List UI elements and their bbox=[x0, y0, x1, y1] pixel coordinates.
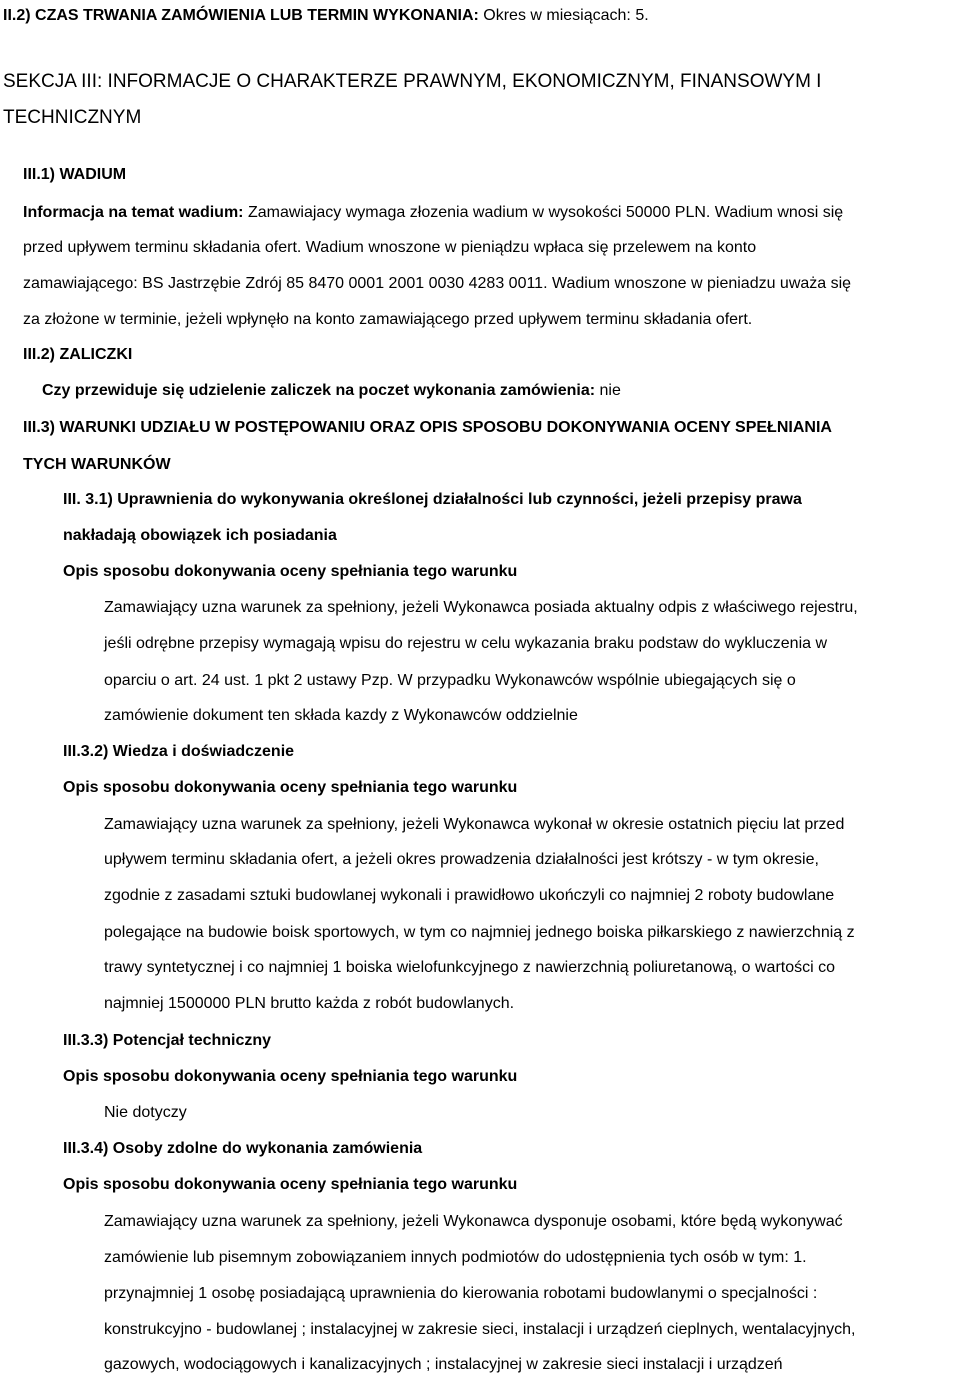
warunek-1-text1: Zamawiający uzna warunek za spełniony, jeżeli Wykonawca posiada aktualny odpis z właściwego rejestru, bbox=[104, 599, 858, 616]
zaliczki-line bbox=[42, 381, 621, 401]
zaliczki-heading: III.2) ZALICZKI bbox=[23, 346, 133, 363]
warunek-2-text3: zgodnie z zasadami sztuki budowlanej wykonali i prawidłowo ukończyli co najmniej 2 roboty budowlane bbox=[104, 887, 835, 904]
wadium-text1: Zamawiajacy wymaga złozenia wadium w wysokości 50000 PLN. Wadium wnosi się bbox=[243, 204, 844, 221]
warunek-1-title-line1: III. 3.1) Uprawnienia do wykonywania określonej działalności lub czynności, jeżeli przepisy prawa bbox=[63, 491, 802, 508]
wadium-line1 bbox=[23, 203, 843, 223]
warunki-heading-line1: III.3) WARUNKI UDZIAŁU W POSTĘPOWANIU ORAZ OPIS SPOSOBU DOKONYWANIA OCENY SPEŁNIANIA bbox=[23, 419, 832, 436]
warunek-2-title: III.3.2) Wiedza i doświadczenie bbox=[63, 743, 295, 760]
wadium-line2: przed upływem terminu składania ofert. Wadium wnoszone w pieniądzu wpłaca się przelewem na konto bbox=[23, 239, 757, 256]
warunek-2-text5: trawy syntetycznej i co najmniej 1 boiska wielofunkcyjnego z nawierzchnią poliuretanową, o wartości co bbox=[104, 959, 836, 976]
section-iii-title-line2: TECHNICZNYM bbox=[3, 107, 142, 128]
zaliczki-question: Czy przewiduje się udzielenie zaliczek na poczet wykonania zamówienia: bbox=[42, 382, 596, 399]
warunek-4-text5: gazowych, wodociągowych i kanalizacyjnych ; instalacyjnej w zakresie sieci instalacji i urządzeń bbox=[104, 1356, 783, 1373]
wadium-heading: III.1) WADIUM bbox=[23, 166, 127, 183]
warunek-1-text2: jeśli odrębne przepisy wymagają wpisu do rejestru w celu wykazania braku podstaw do wykluczenia w bbox=[104, 635, 828, 652]
warunek-1-opis: Opis sposobu dokonywania oceny spełniania tego warunku bbox=[63, 563, 518, 580]
warunek-4-text1: Zamawiający uzna warunek za spełniony, jeżeli Wykonawca dysponuje osobami, które będą wykonywać bbox=[104, 1213, 843, 1230]
warunek-2-text6: najmniej 1500000 PLN brutto każda z robót budowlanych. bbox=[104, 995, 515, 1012]
warunek-1-text4: zamówienie dokument ten składa kazdy z Wykonawców oddzielnie bbox=[104, 707, 578, 724]
warunek-4-opis: Opis sposobu dokonywania oceny spełniania tego warunku bbox=[63, 1176, 518, 1193]
warunek-2-opis: Opis sposobu dokonywania oceny spełniania tego warunku bbox=[63, 779, 518, 796]
section-ii2-label: II.2) CZAS TRWANIA ZAMÓWIENIA LUB TERMIN WYKONANIA: bbox=[3, 7, 479, 24]
warunek-2-text1: Zamawiający uzna warunek za spełniony, jeżeli Wykonawca wykonał w okresie ostatnich pięciu lat przed bbox=[104, 816, 845, 833]
warunek-3-title: III.3.3) Potencjał techniczny bbox=[63, 1032, 272, 1049]
warunek-4-title: III.3.4) Osoby zdolne do wykonania zamówienia bbox=[63, 1140, 423, 1157]
warunek-4-text2: zamówienie lub pisemnym zobowiązaniem innych podmiotów do udostępnienia tych osób w tym: 1. bbox=[104, 1249, 807, 1266]
warunek-1-text3: oparciu o art. 24 ust. 1 pkt 2 ustawy Pzp. W przypadku Wykonawców wspólnie ubiegających się o bbox=[104, 672, 796, 689]
zaliczki-answer: nie bbox=[595, 382, 621, 399]
wadium-label: Informacja na temat wadium: bbox=[23, 204, 244, 221]
warunek-3-text1: Nie dotyczy bbox=[104, 1104, 187, 1121]
warunek-4-text3: przynajmniej 1 osobę posiadającą uprawnienia do kierowania robotami budowlanymi o specjalności : bbox=[104, 1285, 818, 1302]
warunek-4-text4: konstrukcyjno - budowlanej ; instalacyjnej w zakresie sieci, instalacji i urządzeń cieplnych, wentalacyjnych, bbox=[104, 1321, 856, 1338]
section-iii-title-line1: SEKCJA III: INFORMACJE O CHARAKTERZE PRAWNYM, EKONOMICZNYM, FINANSOWYM I bbox=[3, 71, 822, 92]
warunki-heading-line2: TYCH WARUNKÓW bbox=[23, 456, 171, 473]
warunek-2-text4: polegające na budowie boisk sportowych, w tym co najmniej jednego boiska piłkarskiego z nawierzchnią z bbox=[104, 924, 855, 941]
warunek-3-opis: Opis sposobu dokonywania oceny spełniania tego warunku bbox=[63, 1068, 518, 1085]
warunek-2-text2: upływem terminu składania ofert, a jeżeli okres prowadzenia działalności jest krótszy - w tym okresie, bbox=[104, 851, 819, 868]
wadium-line4: za złożone w terminie, jeżeli wpłynęło na konto zamawiającego przed upływem terminu składania ofert. bbox=[23, 311, 753, 328]
warunek-1-title-line2: nakładają obowiązek ich posiadania bbox=[63, 527, 337, 544]
wadium-line3: zamawiającego: BS Jastrzębie Zdrój 85 8470 0001 2001 0030 4283 0011. Wadium wnoszone w pieniadzu uważa się bbox=[23, 275, 852, 292]
section-ii2-value: Okres w miesiącach: 5. bbox=[478, 7, 649, 24]
section-ii2-line bbox=[3, 6, 649, 26]
